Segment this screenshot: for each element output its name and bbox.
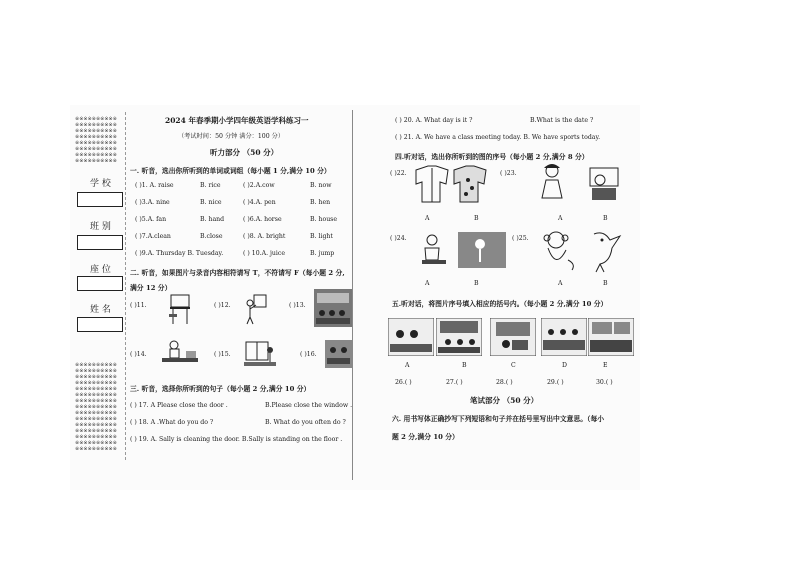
- section5-heading: 五.听对话，将图片序号填入相应的括号内。（每小题 2 分,满分 10 分）: [392, 300, 608, 308]
- q23-b: B: [603, 215, 608, 222]
- q25-label: ( )25.: [512, 235, 529, 242]
- q19: ( ) 19. A. Sally is cleaning the door. B.Sally is standing on the floor .: [130, 436, 343, 443]
- section4-heading: 四.听对话，选出你所听到的图的序号（每小题 2 分,满分 8 分）: [395, 153, 589, 161]
- classroom-picture: [314, 289, 352, 327]
- q5-b: B. hand: [200, 216, 225, 223]
- q6: ( )6.A. horse: [243, 216, 282, 223]
- section6-heading: 六. 用书写体正确抄写下列短语和句子并在括号里写出中文意思。（每小: [392, 415, 605, 423]
- q18: ( ) 18. A .What do you do ?: [130, 419, 214, 426]
- q22-label: ( )22.: [390, 170, 407, 177]
- q15-label: ( )15.: [214, 351, 231, 358]
- q2-b: B. now: [310, 182, 332, 189]
- q2: ( )2.A.cow: [243, 182, 275, 189]
- section1-heading: 一. 听音，选出你所听到的单词或词组（每小题 1 分,满分 10 分）: [130, 167, 331, 175]
- seat-label: 座 位: [90, 265, 111, 275]
- label-b: B: [462, 362, 467, 369]
- picture-b: [436, 318, 482, 356]
- q24-b: B: [474, 280, 479, 287]
- blank-26[interactable]: 26.( ): [395, 379, 412, 386]
- school-field[interactable]: [77, 192, 123, 207]
- name-field[interactable]: [77, 317, 123, 332]
- blank-28[interactable]: 28.( ): [496, 379, 513, 386]
- class-field[interactable]: [77, 235, 123, 250]
- cross-pattern-top: ※※※※※※※※※※ ※※※※※※※※※※ ※※※※※※※※※※ ※※※※※※※※※※ ※※※※※※※※※※ ※※※※※※※※※※ ※※※※※※※※※※ ※※※※※※※※※※: [75, 116, 117, 164]
- picture-e: [588, 318, 634, 356]
- picture-a: [388, 318, 434, 356]
- q8-b: B. light: [310, 233, 333, 240]
- subtitle: （考试时间：50 分钟 满分：100 分）: [178, 133, 285, 140]
- monkey-bird-picture: [540, 228, 624, 274]
- page-divider: [352, 110, 353, 480]
- page-title: 2024 年春季期小学四年级英语学科练习一: [165, 116, 309, 125]
- q1: ( )1. A. raise: [135, 182, 174, 189]
- listening-part-title: 听力部分 （50 分）: [210, 148, 279, 157]
- window-boy-picture: [242, 293, 268, 325]
- q4: ( )4.A. pen: [243, 199, 276, 206]
- q23-a: A: [558, 215, 563, 222]
- q3: ( )3.A. nine: [135, 199, 170, 206]
- q3-b: B. nice: [200, 199, 222, 206]
- jacket-sweater-picture: [410, 164, 490, 204]
- q11-label: ( )11.: [130, 302, 147, 309]
- label-c: C: [511, 362, 516, 369]
- cross-pattern-bottom: ※※※※※※※※※※ ※※※※※※※※※※ ※※※※※※※※※※ ※※※※※※※※※※ ※※※※※※※※※※ ※※※※※※※※※※ ※※※※※※※※※※ ※※※※※※※※※※ ※※※※※※※※※※ ※※※※※※※※※※ ※※※※※※※※※※ ※※※※※※※※※※ ※※※※※※※※※※ ※※※※※※※※※※ ※※※※※※※※※※: [75, 362, 117, 452]
- q25-a: A: [558, 280, 563, 287]
- desk-girl-picture: [160, 338, 200, 368]
- q18-b: B. What do you often do ?: [265, 419, 346, 426]
- name-label: 姓 名: [90, 305, 111, 315]
- q22-b: B: [474, 215, 479, 222]
- seat-field[interactable]: [77, 276, 123, 291]
- blank-29[interactable]: 29.( ): [547, 379, 564, 386]
- students-picture: [325, 340, 352, 368]
- picture-c: [490, 318, 536, 356]
- q9: ( )9.A. Thursday B. Tuesday.: [135, 250, 224, 257]
- q13-label: ( )13.: [289, 302, 306, 309]
- label-e: E: [603, 362, 608, 369]
- q22-a: A: [425, 215, 430, 222]
- written-part-title: 笔试部分 （50 分）: [470, 396, 539, 405]
- blank-27[interactable]: 27.( ): [446, 379, 463, 386]
- q5: ( )5.A. fan: [135, 216, 167, 223]
- q10-b: B. jump: [310, 250, 335, 257]
- section3-heading: 三. 听音，选择你所听到的句子（每小题 2 分,满分 10 分）: [130, 385, 311, 393]
- label-d: D: [562, 362, 567, 369]
- q20-b: B.What is the date ?: [530, 117, 594, 124]
- section2-heading-cont: 满分 12 分）: [130, 284, 172, 292]
- q8: ( )8. A. bright: [243, 233, 286, 240]
- reading-picture: [420, 230, 510, 272]
- q6-b: B. house: [310, 216, 338, 223]
- picture-d: [541, 318, 587, 356]
- q12-label: ( )12.: [214, 302, 231, 309]
- class-label: 班 别: [90, 222, 111, 232]
- q4-b: B. hen: [310, 199, 331, 206]
- q14-label: ( )14.: [130, 351, 147, 358]
- desk-picture: [165, 292, 195, 326]
- q16-label: ( )16.: [300, 351, 317, 358]
- blank-30[interactable]: 30.( ): [596, 379, 613, 386]
- q7-b: B.close: [200, 233, 223, 240]
- q20: ( ) 20. A. What day is it ?: [395, 117, 473, 124]
- section6-heading-cont: 题 2 分,满分 10 分）: [392, 433, 459, 441]
- cleaning-picture: [242, 340, 278, 368]
- label-a: A: [405, 362, 410, 369]
- q17-b: B.Please close the window .: [265, 402, 353, 409]
- q24-a: A: [425, 280, 430, 287]
- q10: ( ) 10.A. juice: [243, 250, 286, 257]
- q7: ( )7.A.clean: [135, 233, 171, 240]
- q24-label: ( )24.: [390, 235, 407, 242]
- q17: ( ) 17. A Please close the door .: [130, 402, 228, 409]
- violin-girl-picture: [538, 162, 628, 206]
- q21: ( ) 21. A. We have a class meeting today. B. We have sports today.: [395, 134, 601, 141]
- q25-b: B: [603, 280, 608, 287]
- q1-b: B. rice: [200, 182, 221, 189]
- school-label: 学 校: [90, 179, 111, 189]
- section2-heading: 二. 听音，如果图片与录音内容相符请写 T，不符请写 F（每小题 2 分,: [130, 269, 345, 277]
- q23-label: ( )23.: [500, 170, 517, 177]
